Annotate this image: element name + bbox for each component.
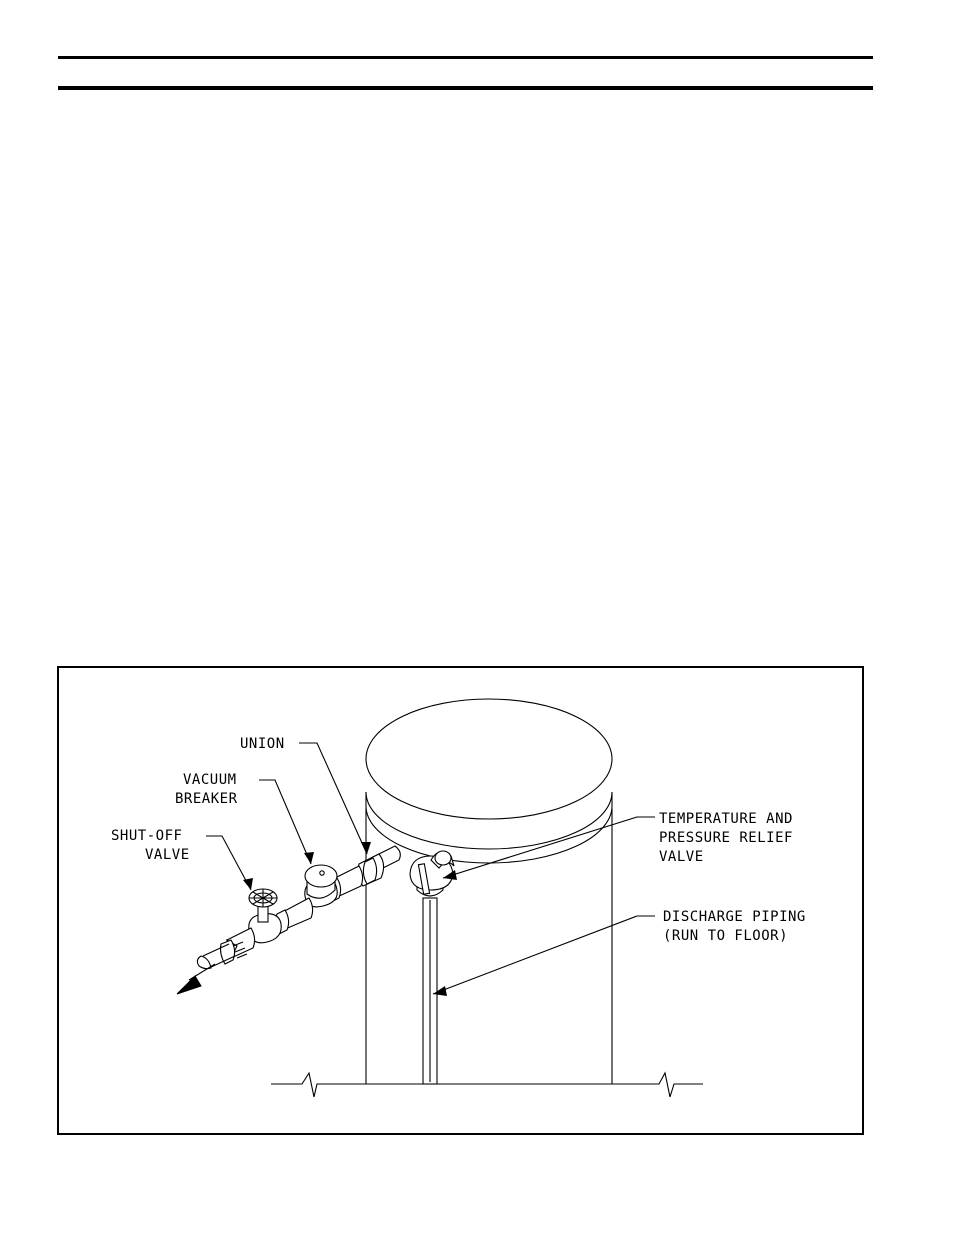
pipe-assembly xyxy=(197,846,400,969)
label-union: UNION xyxy=(240,736,285,752)
label-tp-relief-line3: VALVE xyxy=(659,849,704,865)
label-tp-relief-line1: TEMPERATURE AND xyxy=(659,811,793,827)
label-vacuum-breaker-line1: VACUUM xyxy=(183,772,237,788)
tank xyxy=(366,699,612,1084)
relief-valve-figure xyxy=(57,666,864,1135)
discharge-piping xyxy=(423,898,437,1084)
label-shutoff-valve-line1: SHUT-OFF xyxy=(111,828,183,844)
label-shutoff-valve-line2: VALVE xyxy=(145,847,190,863)
floor-line xyxy=(271,1073,703,1097)
label-vacuum-breaker-line2: BREAKER xyxy=(175,791,238,807)
label-discharge-line2: (RUN TO FLOOR) xyxy=(663,928,789,944)
header-rule-bottom xyxy=(58,86,873,90)
label-discharge-line1: DISCHARGE PIPING xyxy=(663,909,806,925)
tp-relief-valve xyxy=(410,851,454,896)
handwheel xyxy=(249,889,277,907)
label-tp-relief-line2: PRESSURE RELIEF xyxy=(659,830,793,846)
water-heater-diagram xyxy=(59,668,862,1133)
header-rule-top xyxy=(58,56,873,59)
tank-top xyxy=(366,699,612,819)
